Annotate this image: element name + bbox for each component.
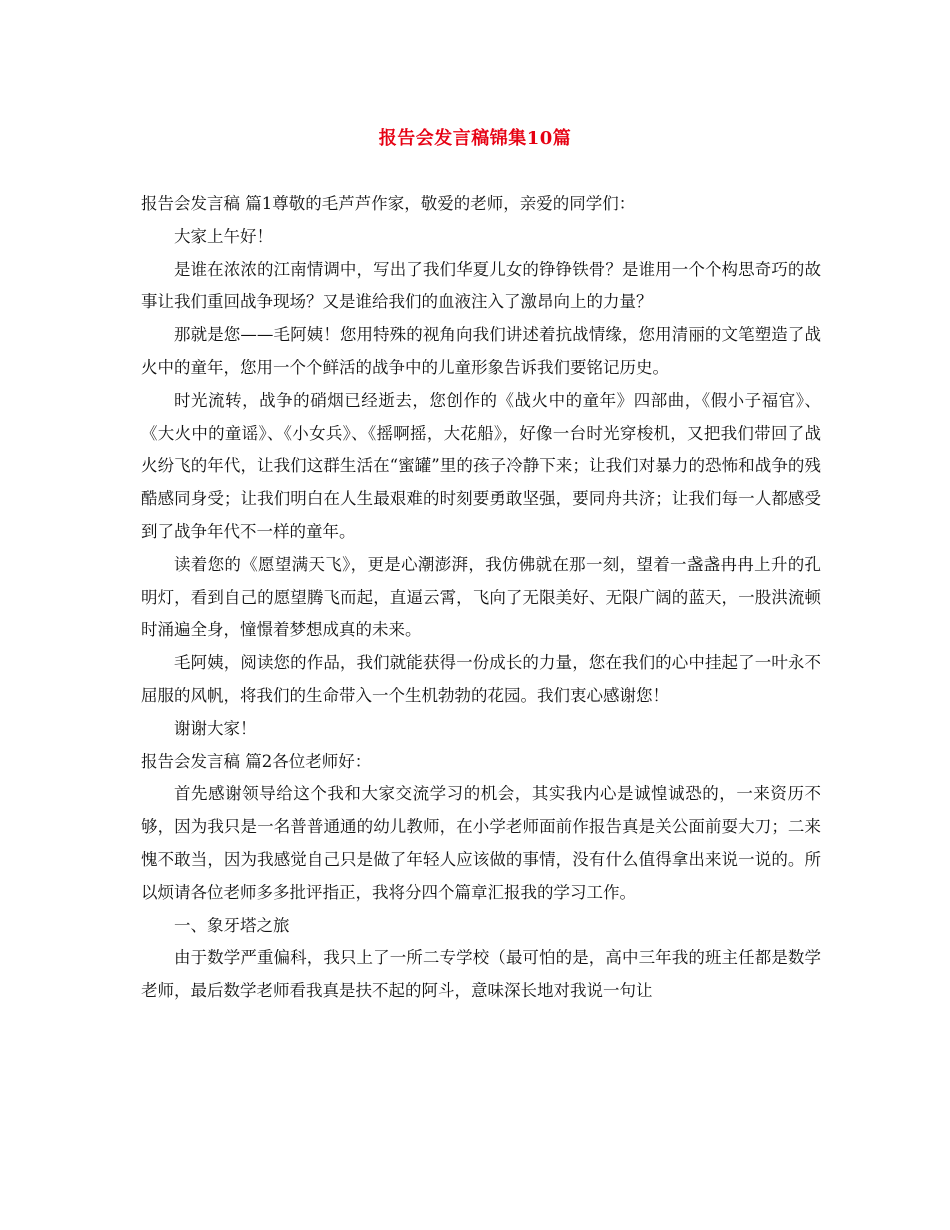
paragraph: 读着您的《愿望满天飞》，更是心潮澎湃，我仿佛就在那一刻，望着一盏盏冉冉上升的孔明灯，看到自己的愿望腾飞而起，直逼云霄，飞向了无限美好、无限广阔的蓝天，一股洪流顿时涌遍全身，憧憬着梦想成真的未来。	[141, 554, 821, 640]
paragraph: 首先感谢领导给这个我和大家交流学习的机会，其实我内心是诚惶诚恐的，一来资历不够，因为我只是一名普普通通的幼儿教师，在小学老师面前作报告真是关公面前耍大刀；二来愧不敢当，因为我感觉自己只是做了年轻人应该做的事情，没有什么值得拿出来说一说的。所以烦请各位老师多多批评指正，我将分四个篇章汇报我的学习工作。	[141, 784, 821, 902]
paragraph: 报告会发言稿 篇2各位老师好：	[141, 751, 372, 771]
section-heading: 一、象牙塔之旅	[174, 915, 290, 935]
paragraph: 大家上午好！	[174, 226, 273, 246]
document-title: 报告会发言稿锦集10篇	[378, 128, 572, 149]
paragraph: 谢谢大家！	[174, 718, 257, 738]
document-body	[141, 188, 821, 1008]
paragraph: 那就是您——毛阿姨！您用特殊的视角向我们讲述着抗战情缘，您用清丽的文笔塑造了战火中的童年，您用一个个鲜活的战争中的儿童形象告诉我们要铭记历史。	[141, 325, 821, 377]
paragraph: 毛阿姨，阅读您的作品，我们就能获得一份成长的力量，您在我们的心中挂起了一叶永不屈服的风帆，将我们的生命带入一个生机勃勃的花园。我们衷心感谢您！	[141, 653, 821, 705]
paragraph: 报告会发言稿 篇1尊敬的毛芦芦作家，敬爱的老师，亲爱的同学们：	[141, 194, 636, 213]
paragraph: 是谁在浓浓的江南情调中，写出了我们华夏儿女的铮铮铁骨？是谁用一个个构思奇巧的故事让我们重回战争现场？又是谁给我们的血液注入了激昂向上的力量？	[141, 259, 821, 312]
paragraph: 时光流转，战争的硝烟已经逝去，您创作的《战火中的童年》四部曲，《假小子福官》、《大火中的童谣》、《小女兵》、《摇啊摇，大花船》，好像一台时光穿梭机，又把我们带回了战火纷飞的年代，让我们这群生活在“蜜罐”里的孩子冷静下来；让我们对暴力的恐怖和战争的残酷感同身受；让我们明白在人生最艰难的时刻要勇敢坚强，要同舟共济；让我们每一人都感受到了战争年代不一样的童年。	[141, 390, 821, 541]
paragraph: 由于数学严重偏科，我只上了一所二专学校（最可怕的是，高中三年我的班主任都是数学老师，最后数学老师看我真是扶不起的阿斗，意味深长地对我说一句让	[141, 948, 821, 1001]
